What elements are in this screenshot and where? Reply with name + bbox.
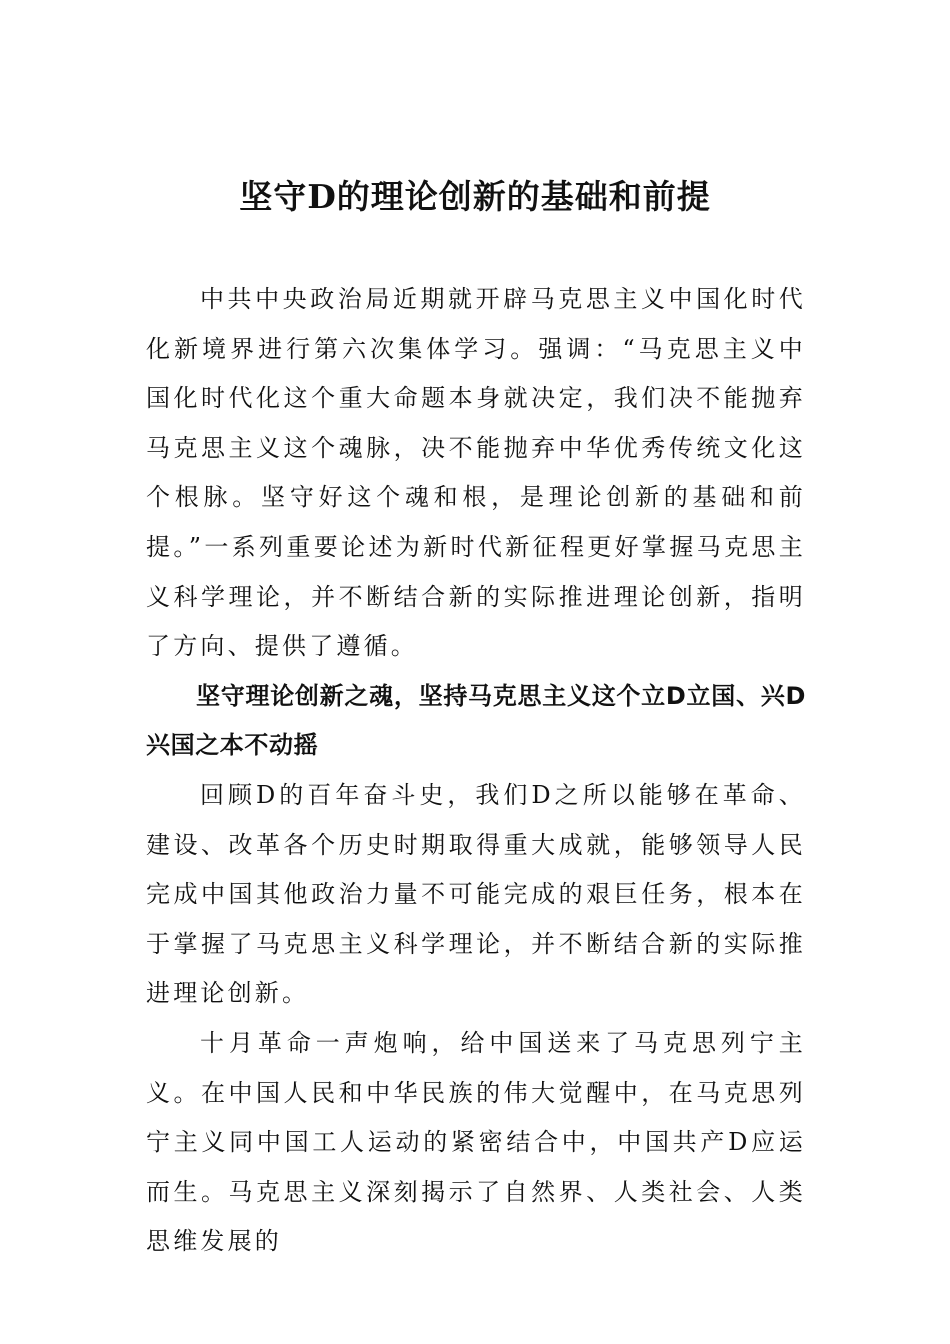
section-heading: 坚守理论创新之魂，坚持马克思主义这个立D立国、兴D兴国之本不动摇 [146, 681, 806, 760]
history-paragraph: 回顾D的百年奋斗史，我们D之所以能够在革命、建设、改革各个历史时期取得重大成就，能够领导人民完成中国其他政治力量不可能完成的艰巨任务，根本在于掌握了马克思主义科学理论，并不断结合新的实际推进理论创新。 [146, 780, 806, 1008]
document-body [146, 275, 806, 1267]
intro-paragraph: 中共中央政治局近期就开辟马克思主义中国化时代化新境界进行第六次集体学习。强调：“马克思主义中国化时代化这个重大命题本身就决定，我们决不能抛弃马克思主义这个魂脉，决不能抛弃中华优秀传统文化这个根脉。坚守好这个魂和根，是理论创新的基础和前提。”一系列重要论述为新时代新征程更好掌握马克思主义科学理论，并不断结合新的实际推进理论创新，指明了方向、提供了遵循。 [146, 285, 806, 661]
document-title: 坚守D的理论创新的基础和前提 [239, 177, 711, 216]
october-revolution-paragraph: 十月革命一声炮响，给中国送来了马克思列宁主义。在中国人民和中华民族的伟大觉醒中，在马克思列宁主义同中国工人运动的紧密结合中，中国共产D应运而生。马克思主义深刻揭示了自然界、人类社会、人类思维发展的 [146, 1028, 806, 1256]
